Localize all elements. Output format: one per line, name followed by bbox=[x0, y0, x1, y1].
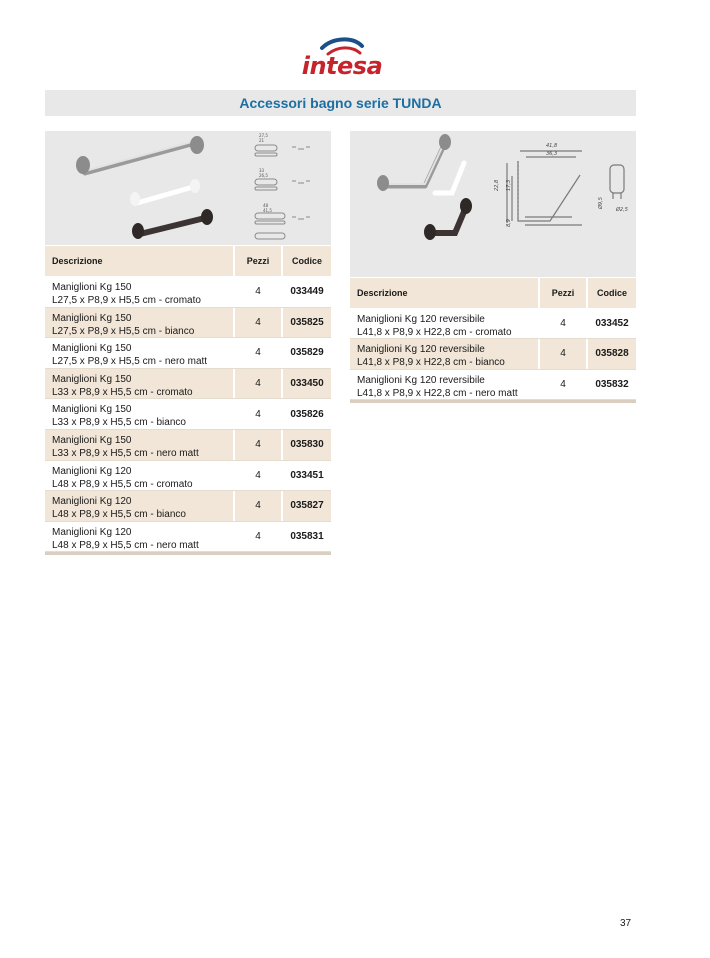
row-description-line1: Maniglioni Kg 150 bbox=[52, 343, 132, 355]
row-code: 035827 bbox=[290, 500, 324, 512]
row-pieces: 4 bbox=[255, 469, 261, 481]
row-description-line2: L41,8 x P8,9 x H22,8 cm - bianco bbox=[357, 357, 505, 369]
chrome-angled-bar-icon bbox=[377, 134, 451, 191]
row-pieces: 4 bbox=[255, 316, 261, 328]
table-row bbox=[350, 370, 636, 400]
row-code: 033451 bbox=[290, 469, 324, 481]
row-pieces: 4 bbox=[255, 408, 261, 420]
row-description-line1: Maniglioni Kg 150 bbox=[52, 282, 132, 293]
row-description-line1: Maniglioni Kg 120 bbox=[52, 526, 132, 538]
table-row bbox=[45, 277, 331, 308]
row-code: 033450 bbox=[290, 378, 324, 390]
row-description-line2: L33 x P8,9 x H5,5 cm - cromato bbox=[52, 386, 193, 398]
table-bottom-border bbox=[45, 552, 331, 555]
row-description-line2: L41,8 x P8,9 x H22,8 cm - nero matt bbox=[357, 387, 518, 399]
header-code: Codice bbox=[596, 288, 627, 298]
table-row bbox=[45, 461, 331, 492]
diagram-label-height-outer: 22,8 bbox=[494, 179, 500, 191]
table-row bbox=[45, 369, 331, 400]
row-description-line2: L27,5 x P8,9 x H5,5 cm - nero matt bbox=[52, 356, 208, 368]
white-grab-bar-icon bbox=[130, 179, 200, 206]
row-pieces: 4 bbox=[255, 378, 261, 390]
row-pieces: 4 bbox=[560, 348, 566, 360]
white-angled-bar-icon bbox=[435, 163, 464, 193]
row-code: 035826 bbox=[290, 408, 324, 420]
row-pieces: 4 bbox=[255, 439, 261, 451]
header-description: Descrizione bbox=[357, 288, 408, 298]
table-row bbox=[45, 491, 331, 522]
diagram-label: 48 bbox=[263, 203, 269, 208]
row-description bbox=[357, 313, 512, 339]
row-description bbox=[52, 434, 199, 460]
row-description bbox=[52, 526, 199, 552]
row-description bbox=[52, 465, 193, 491]
row-pieces: 4 bbox=[255, 531, 261, 543]
row-description-line2: L48 x P8,9 x H5,5 cm - bianco bbox=[52, 509, 186, 521]
row-description bbox=[52, 342, 207, 368]
header-code: Codice bbox=[291, 256, 322, 266]
diagram-label: 27,5 bbox=[259, 133, 268, 138]
row-description-line2: L27,5 x P8,9 x H5,5 cm - bianco bbox=[52, 325, 195, 337]
row-code: 035828 bbox=[595, 348, 629, 360]
diagram-label: 33 bbox=[259, 168, 265, 173]
product-image-right bbox=[350, 131, 636, 277]
black-angled-bar-icon bbox=[424, 198, 472, 240]
diagram-label-width-outer: 41,8 bbox=[546, 143, 558, 149]
diagram-label: 26,5 bbox=[259, 173, 268, 178]
row-description-line1: Maniglioni Kg 150 bbox=[52, 312, 132, 324]
diagram-label-depth: 8,9 bbox=[506, 219, 512, 227]
row-description bbox=[52, 281, 201, 307]
table-row bbox=[45, 338, 331, 369]
row-pieces: 4 bbox=[255, 286, 261, 298]
page-title-bar bbox=[45, 90, 636, 116]
row-code: 035825 bbox=[290, 316, 324, 328]
table-bottom-border bbox=[350, 400, 636, 403]
row-description-line1: Maniglioni Kg 120 bbox=[52, 496, 132, 508]
product-image-left bbox=[45, 131, 331, 245]
row-code: 035831 bbox=[290, 531, 324, 543]
black-grab-bar-icon bbox=[132, 209, 213, 239]
reversible-grab-bar-photo bbox=[350, 131, 636, 277]
technical-drawings bbox=[255, 145, 310, 239]
table-header-right bbox=[350, 278, 636, 308]
row-code: 035829 bbox=[290, 347, 324, 359]
diagram-label: 21 bbox=[259, 138, 265, 143]
page-title: Accessori bagno serie TUNDA bbox=[239, 95, 442, 111]
row-description-line1: Maniglioni Kg 120 reversibile bbox=[357, 314, 485, 325]
row-description bbox=[52, 373, 193, 399]
row-pieces: 4 bbox=[255, 500, 261, 512]
row-description bbox=[52, 403, 186, 429]
header-pieces: Pezzi bbox=[246, 256, 270, 266]
diagram-label: 41,5 bbox=[263, 208, 272, 213]
row-code: 035830 bbox=[290, 439, 324, 451]
row-description-line1: Maniglioni Kg 120 reversibile bbox=[357, 374, 485, 386]
table-row bbox=[45, 430, 331, 461]
header-pieces: Pezzi bbox=[551, 288, 575, 298]
table-header-left bbox=[45, 246, 331, 276]
brand-logo bbox=[300, 36, 384, 82]
row-description-line2: L48 x P8,9 x H5,5 cm - cromato bbox=[52, 478, 193, 490]
row-description-line2: L33 x P8,9 x H5,5 cm - bianco bbox=[52, 417, 186, 429]
diagram-label-diam-mount: Ø9,5 bbox=[598, 197, 604, 209]
table-row bbox=[350, 309, 636, 339]
diagram-label-diam-tube: Ø2,5 bbox=[616, 207, 628, 213]
row-pieces: 4 bbox=[560, 378, 566, 390]
row-description-line2: L41,8 x P8,9 x H22,8 cm - cromato bbox=[357, 327, 512, 338]
row-description-line1: Maniglioni Kg 150 bbox=[52, 373, 132, 385]
chrome-grab-bar-icon bbox=[76, 136, 204, 174]
row-description-line2: L27,5 x P8,9 x H5,5 cm - cromato bbox=[52, 295, 201, 306]
row-description-line1: Maniglioni Kg 120 reversibile bbox=[357, 344, 485, 356]
row-pieces: 4 bbox=[255, 347, 261, 359]
diagram-label-height-inner: 17,3 bbox=[506, 179, 512, 191]
row-description-line2: L33 x P8,9 x H5,5 cm - nero matt bbox=[52, 448, 199, 459]
row-code: 033452 bbox=[595, 318, 629, 330]
table-row bbox=[350, 339, 636, 369]
row-description-line1: Maniglioni Kg 150 bbox=[52, 435, 132, 446]
page-number: 37 bbox=[620, 918, 632, 929]
grab-bars-photo bbox=[45, 131, 331, 245]
row-code: 033449 bbox=[290, 286, 324, 298]
row-description bbox=[357, 343, 505, 369]
row-description-line1: Maniglioni Kg 120 bbox=[52, 465, 132, 477]
row-pieces: 4 bbox=[560, 318, 566, 330]
row-description bbox=[357, 374, 518, 400]
table-row bbox=[45, 308, 331, 339]
row-description-line1: Maniglioni Kg 150 bbox=[52, 404, 132, 416]
brand-name: intesa bbox=[301, 52, 383, 80]
row-code: 035832 bbox=[595, 378, 629, 390]
diagram-label-width-inner: 36,3 bbox=[546, 151, 558, 157]
row-description bbox=[52, 495, 186, 521]
technical-drawing-right bbox=[507, 151, 624, 225]
header-description: Descrizione bbox=[52, 256, 103, 266]
table-row bbox=[45, 522, 331, 553]
row-description bbox=[52, 312, 194, 338]
table-row bbox=[45, 399, 331, 430]
row-description-line2: L48 x P8,9 x H5,5 cm - nero matt bbox=[52, 539, 199, 551]
